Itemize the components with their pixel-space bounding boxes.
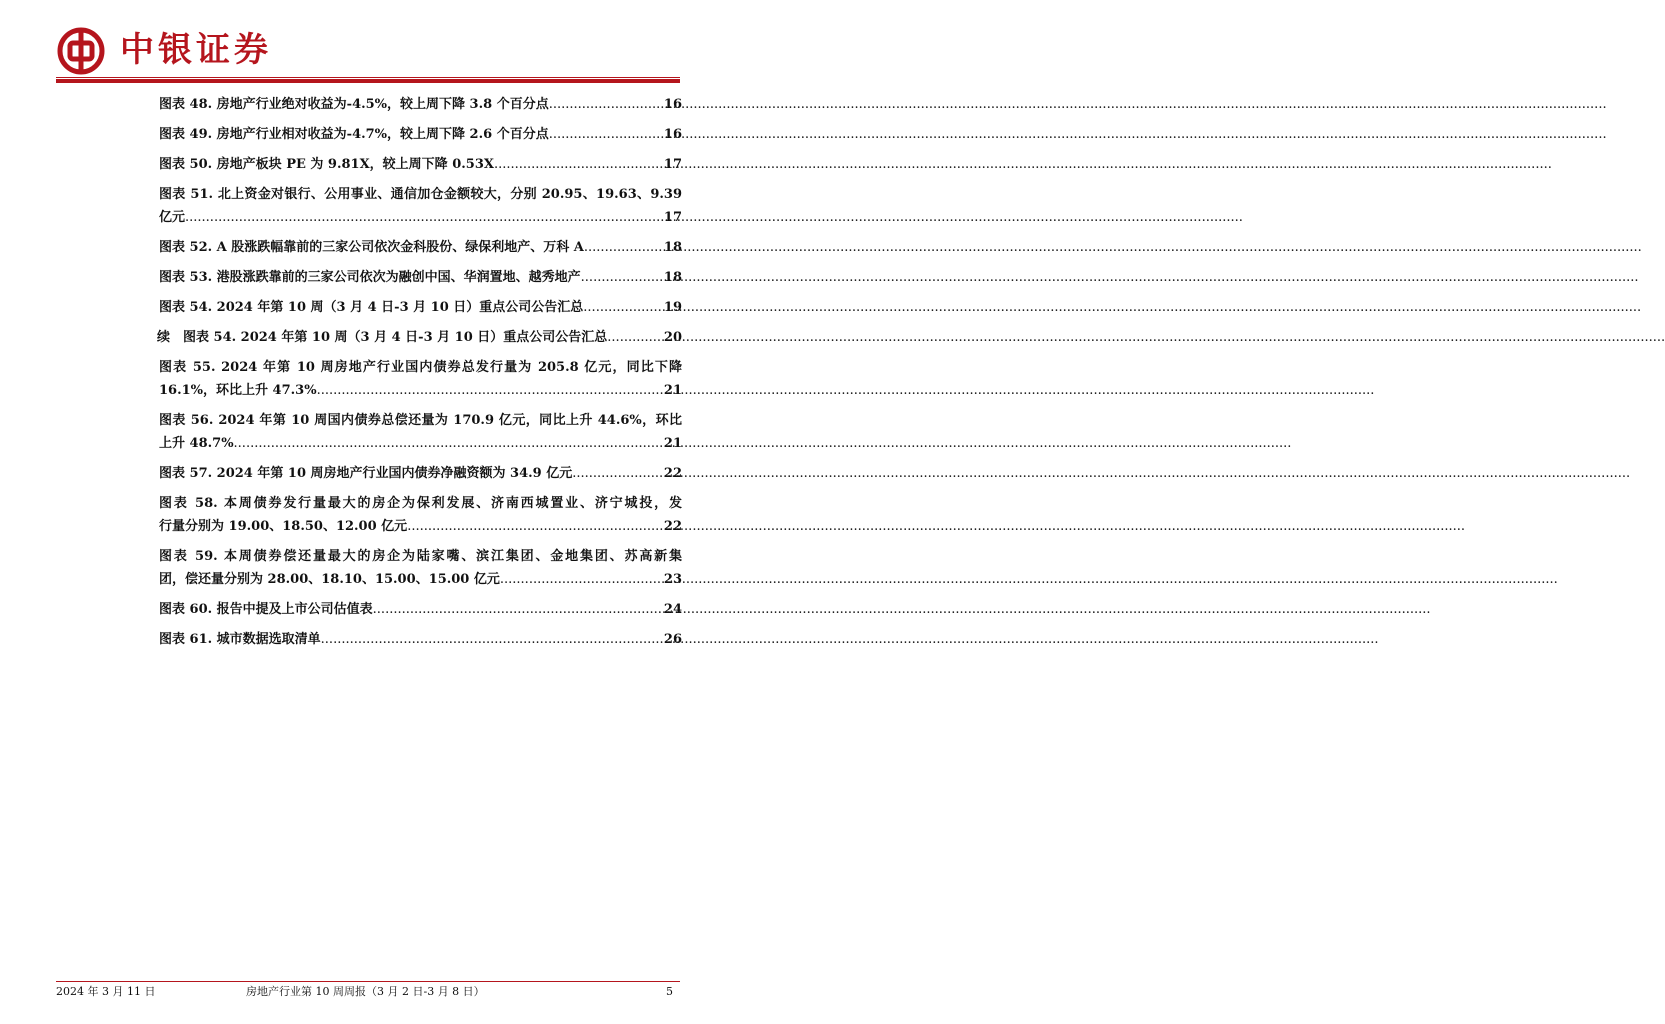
- toc-entry[interactable]: [159, 266, 682, 289]
- toc-entry[interactable]: [159, 462, 682, 485]
- dot-leader: [185, 206, 662, 229]
- toc-entry-title: 图表 53. 港股涨跌靠前的三家公司依次为融创中国、华润置地、越秀地产: [159, 270, 581, 285]
- toc-page-number: 18: [663, 240, 682, 255]
- toc-entry-title: 图表 51. 北上资金对银行、公用事业、通信加仓金额较大，分别 20.95、19.63、9.39: [159, 187, 682, 202]
- toc-entry[interactable]: [159, 123, 682, 146]
- dot-leader: [549, 123, 662, 146]
- dot-leader: [572, 462, 662, 485]
- dot-leader: [584, 236, 662, 259]
- toc-entry[interactable]: [159, 183, 682, 229]
- toc-entry[interactable]: [159, 153, 682, 176]
- toc-page-number: 17: [663, 157, 682, 172]
- dot-leader: [494, 153, 662, 176]
- toc-entry[interactable]: [159, 409, 682, 455]
- toc-page-number: 18: [663, 270, 682, 285]
- toc-entry-title: 图表 55. 2024 年第 10 周房地产行业国内债券总发行量为 205.8 亿元，同比下降: [159, 360, 682, 375]
- toc-entry-title: 图表 56. 2024 年第 10 周国内债券总偿还量为 170.9 亿元，同比上升 44.6%，环比: [159, 413, 682, 428]
- toc-page-number: 22: [663, 466, 682, 481]
- toc-page-number: 21: [663, 436, 682, 451]
- footer-report-title: 房地产行业第 10 周周报（3 月 2 日-3 月 8 日）: [246, 985, 485, 998]
- toc-entry[interactable]: [159, 628, 682, 651]
- dot-leader: [500, 568, 662, 591]
- header-divider-thick: [56, 79, 680, 83]
- toc-entry[interactable]: [159, 356, 682, 402]
- toc-page-number: 26: [663, 632, 682, 647]
- toc-entry-title: 图表 48. 房地产行业绝对收益为-4.5%，较上周下降 3.8 个百分点: [159, 97, 549, 112]
- toc-entry-title: 图表 49. 房地产行业相对收益为-4.7%，较上周下降 2.6 个百分点: [159, 127, 549, 142]
- toc-page-number: 22: [663, 519, 682, 534]
- toc-entry[interactable]: [159, 93, 682, 116]
- dot-leader: [317, 379, 662, 402]
- toc-page-number: 19: [663, 300, 682, 315]
- dot-leader: [581, 266, 662, 289]
- toc-entry-title: 16.1%，环比上升 47.3%: [159, 383, 317, 398]
- toc-page-number: 16: [663, 127, 682, 142]
- toc-entry[interactable]: [159, 296, 682, 319]
- toc-entry[interactable]: [159, 236, 682, 259]
- dot-leader: [407, 515, 662, 538]
- toc-entry[interactable]: [159, 492, 682, 538]
- dot-leader: [321, 628, 662, 651]
- page-number: 5: [666, 985, 673, 998]
- toc-entry-title: 图表 57. 2024 年第 10 周房地产行业国内债券净融资额为 34.9 亿元: [159, 466, 573, 481]
- table-of-figures: [159, 93, 682, 651]
- header-divider-thin: [56, 77, 680, 78]
- toc-entry-title: 亿元: [159, 210, 186, 225]
- dot-leader: [583, 296, 662, 319]
- footer-date: 2024 年 3 月 11 日: [56, 985, 156, 998]
- toc-entry[interactable]: [159, 598, 682, 621]
- toc-entry-title: 行量分别为 19.00、18.50、12.00 亿元: [159, 519, 408, 534]
- toc-entry-title: 图表 60. 报告中提及上市公司估值表: [159, 602, 373, 617]
- toc-entry[interactable]: [159, 326, 682, 349]
- continued-label: 续: [157, 330, 171, 345]
- toc-entry-title: 图表 58. 本周债券发行量最大的房企为保利发展、济南西城置业、济宁城投，发: [159, 496, 682, 511]
- toc-page-number: 16: [663, 97, 682, 112]
- toc-entry-title: 团，偿还量分别为 28.00、18.10、15.00、15.00 亿元: [159, 572, 500, 587]
- toc-entry-title: 图表 59. 本周债券偿还量最大的房企为陆家嘴、滨江集团、金地集团、苏高新集: [159, 549, 682, 564]
- toc-entry-title: 图表 54. 2024 年第 10 周（3 月 4 日-3 月 10 日）重点公司公告汇总: [159, 300, 584, 315]
- dot-leader: [607, 326, 662, 349]
- toc-entry-title: 图表 54. 2024 年第 10 周（3 月 4 日-3 月 10 日）重点公司公告汇总: [183, 330, 608, 345]
- dot-leader: [234, 432, 662, 455]
- footer-divider: [56, 981, 680, 982]
- toc-entry-title: 图表 50. 房地产板块 PE 为 9.81X，较上周下降 0.53X: [159, 157, 494, 172]
- bank-of-china-logo-icon: [56, 26, 106, 76]
- toc-page-number: 20: [663, 330, 682, 345]
- dot-leader: [549, 93, 662, 116]
- toc-page-number: 21: [663, 383, 682, 398]
- toc-entry-title: 图表 52. A 股涨跌幅靠前的三家公司依次金科股份、绿保利地产、万科 A: [159, 240, 584, 255]
- brand-name: 中银证券: [120, 30, 272, 70]
- toc-entry-title: 上升 48.7%: [159, 436, 234, 451]
- toc-page-number: 23: [663, 572, 682, 587]
- toc-entry[interactable]: [159, 545, 682, 591]
- toc-entry-title: 图表 61. 城市数据选取清单: [159, 632, 321, 647]
- toc-page-number: 17: [663, 210, 682, 225]
- toc-page-number: 24: [663, 602, 682, 617]
- dot-leader: [373, 598, 662, 621]
